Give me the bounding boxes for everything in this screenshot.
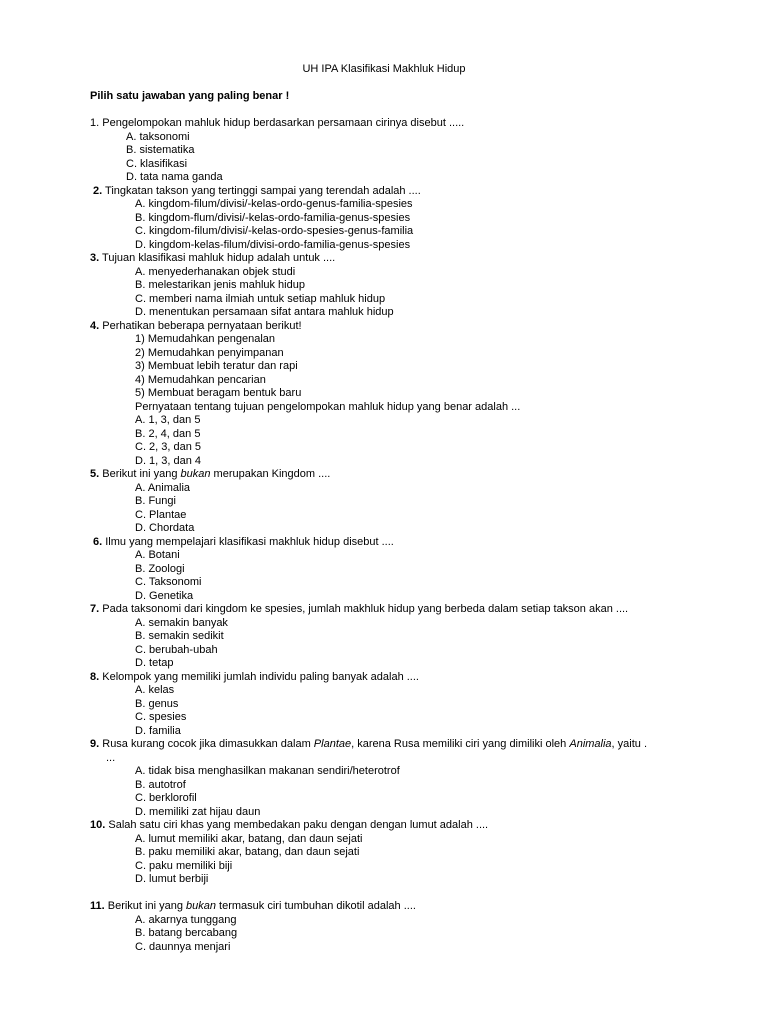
question-text: Berikut ini yang [107, 900, 187, 912]
question-6 [90, 536, 690, 604]
question-prompt: Pernyataan tentang tujuan pengelompokan mahluk hidup yang benar adalah ... [135, 400, 521, 413]
question-text: Salah satu ciri khas yang membedakan paku dengan dengan lumut adalah .... [108, 819, 489, 831]
question-text: Berikut ini yang [102, 468, 181, 480]
option-d: D. familia [135, 724, 181, 737]
question-2 [90, 185, 690, 253]
option-c: C. memberi nama ilmiah untuk setiap mahluk hidup [135, 292, 386, 305]
question-text: Perhatikan beberapa pernyataan berikut! [102, 319, 302, 332]
option-c: C. kingdom-filum/divisi/-kelas-ordo-spesies-genus-familia [135, 225, 414, 237]
option-c: C. 2, 3, dan 5 [135, 441, 202, 453]
option-b: B. 2, 4, dan 5 [135, 427, 201, 440]
question-list [90, 117, 690, 954]
question-text-end: , yaitu . [611, 738, 648, 750]
question-number: 10. [90, 819, 106, 831]
question-text-middle: , karena Rusa memiliki ciri yang dimiliki oleh [351, 738, 570, 750]
question-emphasis: bukan [186, 900, 216, 912]
option-a: A. akarnya tunggang [135, 913, 237, 926]
option-a: A. kingdom-filum/divisi/-kelas-ordo-genus-familia-spesies [135, 198, 413, 210]
question-text-end: termasuk ciri tumbuhan dikotil adalah .... [216, 900, 416, 912]
question-text: Tujuan klasifikasi mahluk hidup adalah untuk .... [102, 252, 336, 264]
option-c: C. berklorofil [135, 792, 197, 804]
option-c: C. berubah-ubah [135, 643, 218, 656]
option-d: D. Genetika [135, 589, 194, 602]
option-a: A. taksonomi [126, 130, 190, 143]
question-number: 3. [90, 252, 100, 264]
option-a: A. Botani [135, 549, 180, 561]
statement-5: 5) Membuat beragam bentuk baru [135, 387, 302, 399]
question-emphasis-plantae: Plantae [313, 738, 352, 750]
option-b: B. sistematika [126, 144, 195, 156]
statement-4: 4) Memudahkan pencarian [135, 373, 266, 386]
instruction-text: Pilih satu jawaban yang paling benar ! [90, 90, 290, 102]
question-10 [90, 819, 690, 887]
option-b: B. paku memiliki akar, batang, dan daun sejati [135, 846, 360, 858]
option-c: C. spesies [135, 711, 187, 723]
option-b: B. kingdom-flum/divisi/-kelas-ordo-familia-genus-spesies [135, 211, 411, 224]
question-9 [90, 738, 690, 819]
option-b: B. Fungi [135, 495, 176, 507]
question-emphasis-animalia: Animalia [569, 738, 612, 750]
question-text: Pada taksonomi dari kingdom ke spesies, jumlah makhluk hidup yang berbeda dalam setiap takson akan .... [102, 603, 629, 615]
question-text: Pengelompokan mahluk hidup berdasarkan persamaan cirinya disebut ..... [102, 117, 465, 129]
question-number: 2. [93, 184, 103, 197]
option-a: A. tidak bisa menghasilkan makanan sendiri/heterotrof [135, 765, 400, 777]
option-c: C. klasifikasi [126, 157, 188, 170]
option-a: A. menyederhanakan objek studi [135, 265, 296, 278]
option-c: C. paku memiliki biji [135, 859, 233, 872]
option-c: C. Taksonomi [135, 576, 202, 588]
question-number: 5. [90, 468, 100, 480]
question-text: Kelompok yang memiliki jumlah individu paling banyak adalah .... [102, 670, 419, 683]
question-8 [90, 671, 690, 739]
question-emphasis: bukan [180, 468, 211, 480]
question-11 [90, 900, 690, 954]
question-3 [90, 252, 690, 320]
option-d: D. kingdom-kelas-filum/divisi-ordo-familia-genus-spesies [135, 238, 411, 251]
question-continuation: ... [106, 751, 116, 764]
question-4 [90, 320, 690, 469]
option-b: B. batang bercabang [135, 927, 238, 939]
option-d: D. memiliki zat hijau daun [135, 805, 261, 818]
option-c: C. daunnya menjari [135, 940, 231, 953]
option-b: B. semakin sedikit [135, 630, 224, 642]
question-7 [90, 603, 690, 671]
question-number: 9. [90, 738, 100, 750]
statement-2: 2) Memudahkan penyimpanan [135, 346, 284, 359]
question-number: 8. [90, 670, 100, 683]
option-b: B. autotrof [135, 778, 186, 791]
document-title: UH IPA Klasifikasi Makhluk Hidup [302, 63, 466, 75]
option-a: A. kelas [135, 684, 175, 696]
question-text: Ilmu yang mempelajari klasifikasi makhluk hidup disebut .... [105, 535, 394, 548]
question-number: 1. [90, 117, 100, 129]
question-number: 7. [90, 603, 100, 615]
option-a: A. semakin banyak [135, 616, 228, 629]
question-number: 4. [90, 319, 100, 332]
option-a: A. lumut memiliki akar, batang, dan daun sejati [135, 832, 363, 845]
option-b: B. Zoologi [135, 562, 185, 575]
option-d: D. tata nama ganda [126, 171, 223, 183]
option-c: C. Plantae [135, 508, 187, 521]
question-text-end: merupakan Kingdom .... [210, 468, 331, 480]
question-number: 6. [93, 535, 103, 548]
question-text: Tingkatan takson yang tertinggi sampai yang terendah adalah .... [105, 184, 421, 197]
option-b: B. genus [135, 697, 179, 710]
statement-1: 1) Memudahkan pengenalan [135, 333, 276, 345]
question-text: Rusa kurang cocok jika dimasukkan dalam [102, 738, 314, 750]
question-1 [90, 117, 690, 185]
option-a: A. 1, 3, dan 5 [135, 414, 201, 426]
question-number: 11. [90, 900, 105, 912]
option-d: D. tetap [135, 657, 174, 669]
question-5 [90, 468, 690, 536]
option-d: D. Chordata [135, 522, 195, 534]
option-d: D. lumut berbiji [135, 873, 209, 885]
option-a: A. Animalia [135, 481, 191, 494]
option-d: D. menentukan persamaan sifat antara mahluk hidup [135, 306, 394, 318]
statement-3: 3) Membuat lebih teratur dan rapi [135, 360, 298, 372]
option-b: B. melestarikan jenis mahluk hidup [135, 279, 305, 291]
option-d: D. 1, 3, dan 4 [135, 454, 202, 467]
